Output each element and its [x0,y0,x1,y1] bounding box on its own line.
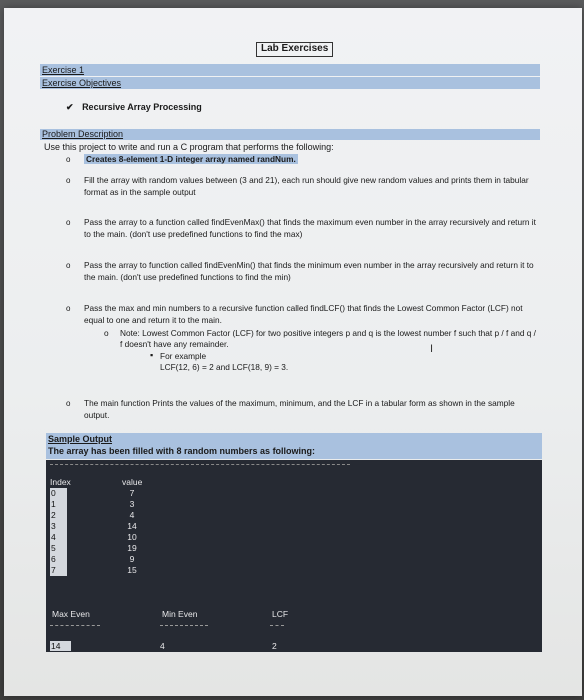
list-item-text: Pass the array to function called findEvenMin() that finds the minimum even number in the array recursively and return it to the main. (don't use predefined functions to find the min) [84,260,534,282]
objectives-heading: Exercise Objectives [42,78,122,88]
exercise-band [40,64,540,76]
list-item [66,174,542,198]
note-text: Note: Lowest Common Factor (LCF) for two positive integers p and q is the lowest number f such that p / f and q / f doesn't have any remainder. [120,328,536,349]
sample-heading: Sample Output [48,434,113,444]
list-item [66,259,542,283]
list-item [66,397,542,421]
divider [50,464,350,465]
list-item-text: Pass the array to a function called findEvenMax() that finds the maximum even number in the array recursively and return it to the main. (don't use predefined functions to find the max) [84,217,536,239]
bullet-icon: o [66,261,71,270]
bullet-icon: o [104,328,109,338]
objective-text: Recursive Array Processing [82,102,202,112]
table-cell: 10 [127,532,137,542]
example-text: LCF(12, 6) = 2 and LCF(18, 9) = 3. [160,362,289,372]
divider [50,625,100,626]
example-label: For example [160,351,207,361]
list-item [66,216,542,240]
table-cell: 7 [50,565,67,576]
table-cell: 3 [50,521,67,532]
table-cell: 2 [50,510,67,521]
table-cell: 14 [127,521,137,531]
table-cell: 0 [50,488,67,499]
value-column [122,476,142,576]
console-output [46,460,542,652]
min-even-value: 4 [160,641,165,651]
divider [270,625,284,626]
problem-heading: Problem Description [42,129,124,139]
list-item [66,153,542,165]
table-cell: 4 [129,510,135,520]
divider [160,625,208,626]
bullet-icon: o [66,218,71,227]
table-cell: 19 [127,543,137,553]
list-item-text: Fill the array with random values between (3 and 21), each run should give new random values and prints them in tabular format as in the sample output [84,175,529,197]
text-cursor-icon: I [430,343,434,355]
table-cell: 15 [127,565,137,575]
table-cell: 9 [129,554,135,564]
table-cell: 1 [50,499,67,510]
square-bullet-icon: ▪ [150,350,154,360]
checkmark-icon: ✔ [66,102,74,112]
table-cell: 4 [50,532,67,543]
list-item [66,302,542,326]
table-cell: 5 [50,543,67,554]
lcf-label: LCF [272,609,289,619]
sample-output-heading [46,433,542,459]
document-page [4,8,582,696]
table-cell: 7 [129,488,135,498]
problem-heading-band [40,129,540,140]
table-cell: 3 [129,499,135,509]
max-even-label: Max Even [52,609,90,619]
page-title: Lab Exercises [256,42,333,57]
value-header: value [122,477,143,487]
objectives-band [40,77,540,89]
example-item [150,351,288,373]
index-header: Index [50,477,71,487]
exercise-label: Exercise 1 [42,65,85,75]
min-even-label: Min Even [162,609,198,619]
bullet-icon: o [66,176,71,185]
list-item-text: Pass the max and min numbers to a recursive function called findLCF() that finds the Lowest Common Factor (LCF) not equal to one and return it to the main. [84,303,523,325]
list-item-text: The main function Prints the values of the maximum, minimum, and the LCF in a tabular form as shown in the sample output. [84,398,515,420]
sample-line: The array has been filled with 8 random numbers as following: [48,446,316,456]
max-even-value: 14 [50,641,71,651]
intro-text: Use this project to write and run a C program that performs the following: [44,142,334,152]
bullet-icon: o [66,155,71,164]
objective-item [66,102,202,113]
index-column [50,476,71,576]
bullet-icon: o [66,399,71,408]
lcf-value: 2 [272,641,277,651]
bullet-icon: o [66,304,71,313]
list-item-text: Creates 8-element 1-D integer array named randNum. [86,154,296,164]
table-cell: 6 [50,554,67,565]
note-item [104,328,540,350]
